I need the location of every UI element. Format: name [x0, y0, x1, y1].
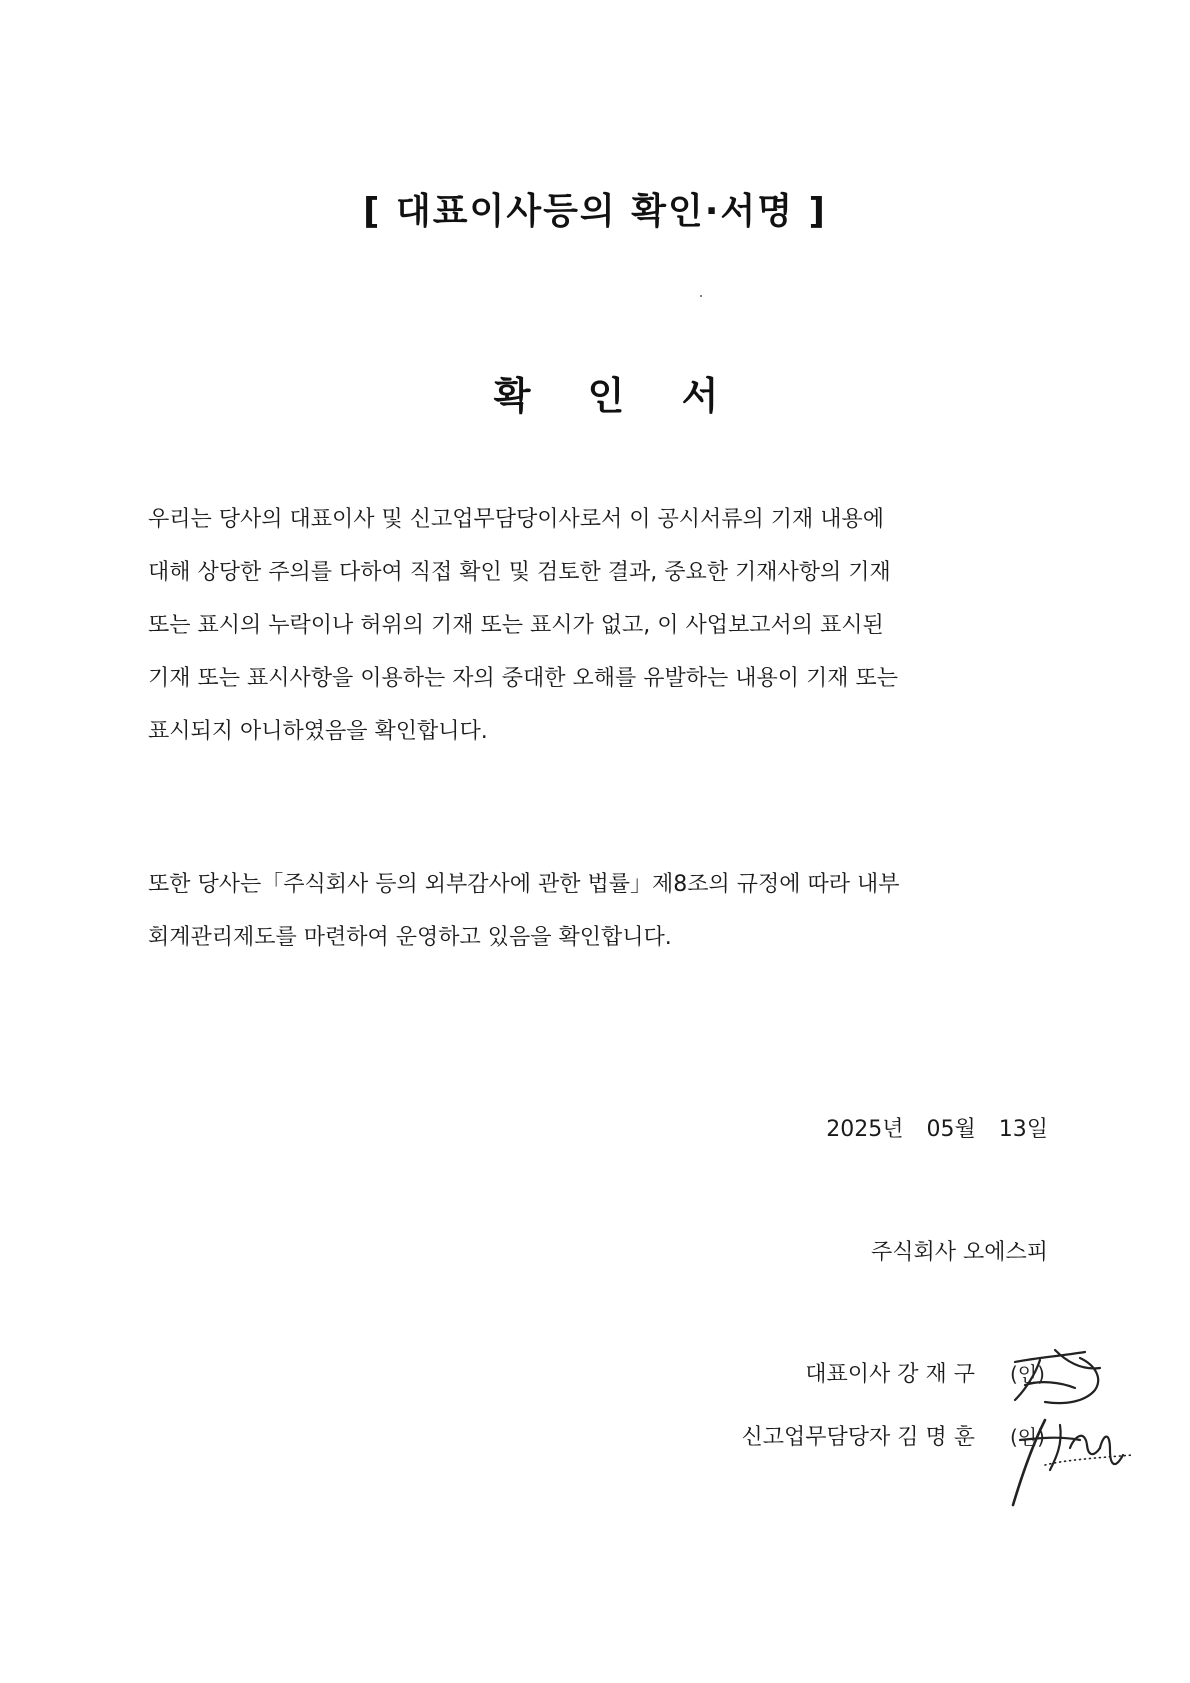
paragraph-line: 또는 표시의 누락이나 허위의 기재 또는 표시가 없고, 이 사업보고서의 표시된	[148, 613, 884, 638]
document-title: [ 대표이사등의 확인·서명 ]	[363, 191, 827, 232]
signer-ceo: 대표이사 강 재 구	[805, 1362, 975, 1387]
document-date: 2025년 05월 13일	[826, 1117, 1048, 1142]
paragraph-line: 표시되지 아니하였음을 확인합니다.	[148, 719, 488, 744]
confirmation-paragraph-2	[148, 858, 1048, 964]
company-name: 주식회사 오에스피	[870, 1240, 1048, 1265]
paragraph-line: 기재 또는 표시사항을 이용하는 자의 중대한 오해를 유발하는 내용이 기재 또는	[148, 666, 898, 691]
paragraph-line: 또한 당사는「주식회사 등의 외부감사에 관한 법률」제8조의 규정에 따라 내부	[148, 872, 900, 897]
scan-speck	[700, 295, 702, 297]
handwritten-signature	[985, 1330, 1135, 1515]
paragraph-line: 대해 상당한 주의를 다하여 직접 확인 및 검토한 결과, 중요한 기재사항의 기재	[148, 560, 891, 585]
confirmation-paragraph-1	[148, 493, 1048, 758]
document-subtitle: 확 인 서	[493, 374, 741, 418]
seal-mark-ceo: (인)	[1010, 1362, 1045, 1386]
paragraph-line: 우리는 당사의 대표이사 및 신고업무담당이사로서 이 공시서류의 기재 내용에	[148, 507, 885, 532]
signer-disclosure-officer: 신고업무담당자 김 명 훈	[741, 1425, 975, 1450]
seal-mark-officer: (인)	[1010, 1425, 1045, 1449]
paragraph-line: 회계관리제도를 마련하여 운영하고 있음을 확인합니다.	[148, 925, 672, 950]
